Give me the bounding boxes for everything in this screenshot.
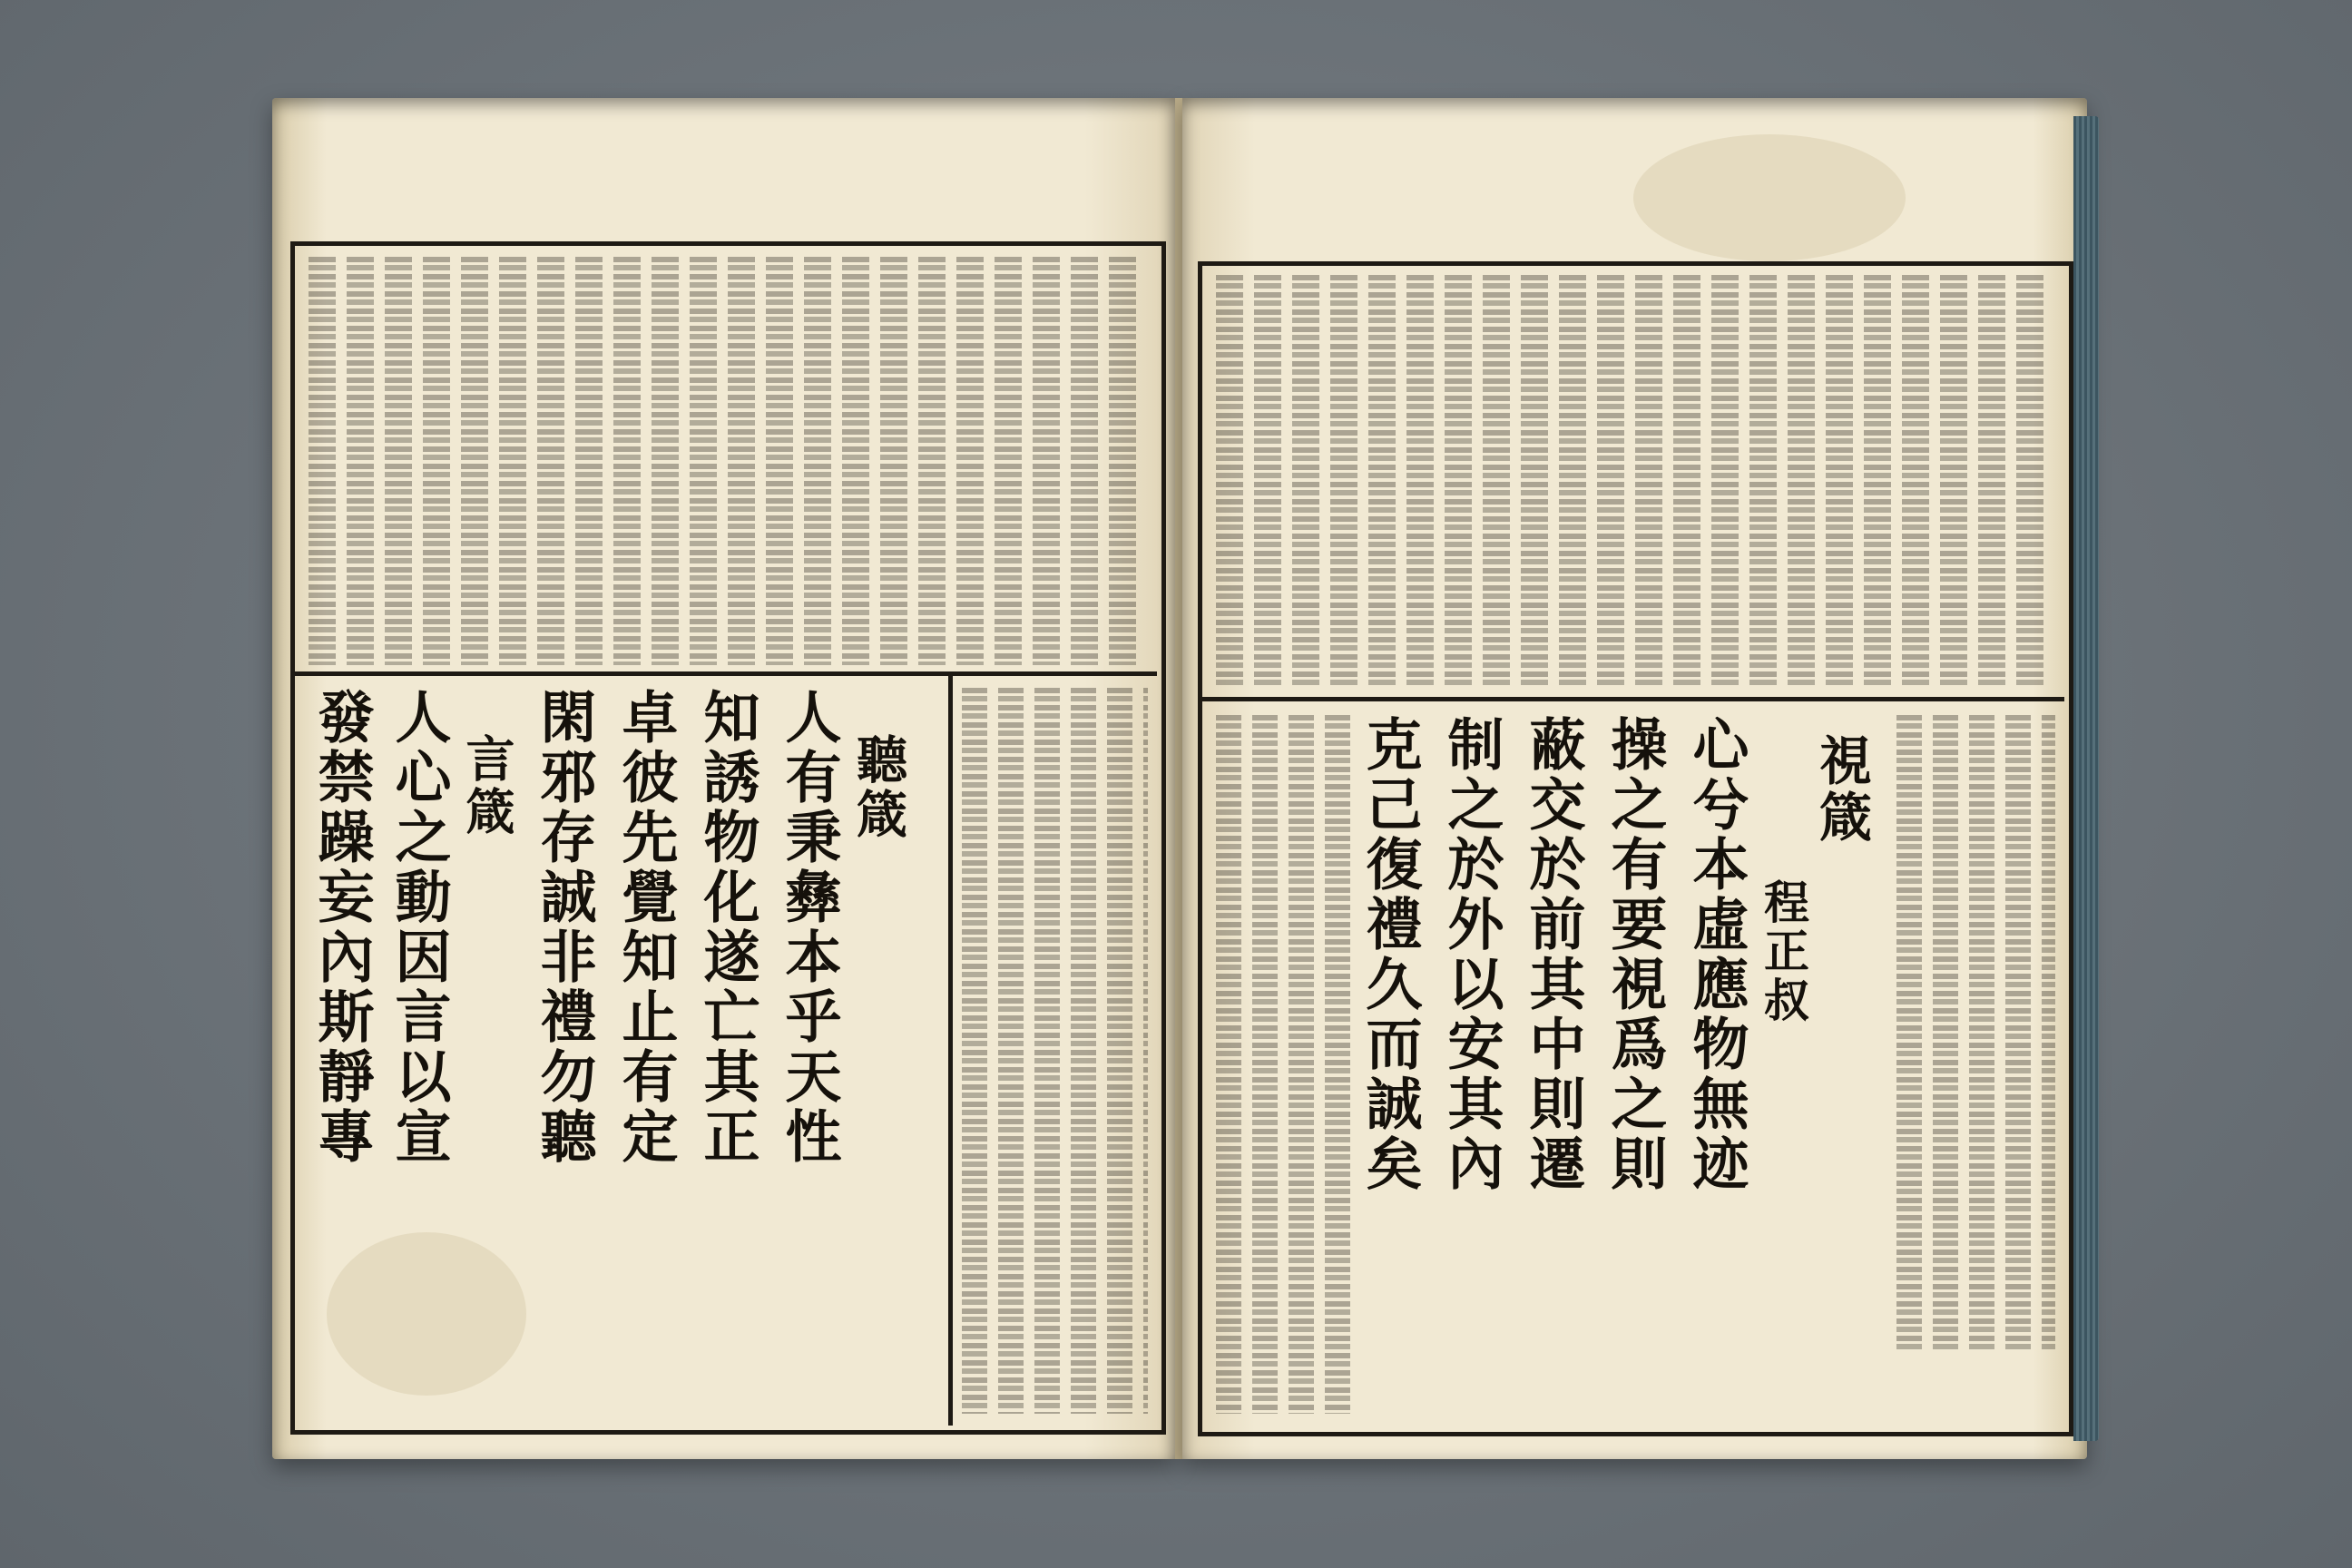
- commentary-block: [962, 688, 1148, 1414]
- main-text-line: 人有秉彝本乎天性: [776, 688, 842, 1167]
- main-text-line: 人心之動因言以宣: [386, 688, 452, 1167]
- commentary-block: [1216, 715, 1352, 1414]
- commentary-block: [1216, 275, 2046, 688]
- heading-listen: 聽箴: [848, 733, 908, 842]
- heading-speech: 言箴: [458, 733, 516, 838]
- main-text-line: 操之有要視爲之則: [1602, 715, 1668, 1194]
- book-spine: [1175, 98, 1182, 1459]
- author-name: 程正叔: [1757, 878, 1810, 1025]
- paper-stain: [1633, 134, 1906, 261]
- left-commentary-rule: [948, 671, 953, 1426]
- right-divider: [1198, 697, 2064, 701]
- open-book: [272, 98, 2087, 1459]
- commentary-block: [309, 257, 1139, 665]
- main-text-line: 制之於外以安其內: [1438, 715, 1504, 1194]
- main-text-line: 閑邪存誠非禮勿聽: [531, 688, 597, 1167]
- commentary-block: [1896, 715, 2055, 1350]
- heading-sight: 視箴: [1810, 733, 1872, 846]
- main-text-line: 蔽交於前其中則遷: [1520, 715, 1586, 1194]
- book-edge: [2073, 116, 2099, 1441]
- main-text-line: 克己復禮久而誠矣: [1357, 715, 1423, 1194]
- main-text-line: 發禁躁妄內斯靜專: [309, 688, 375, 1167]
- main-text-line: 知誘物化遂亡其正: [694, 688, 760, 1167]
- main-text-line: 心兮本虛應物無迹: [1683, 715, 1749, 1194]
- main-text-line: 卓彼先覺知止有定: [612, 688, 679, 1167]
- left-divider: [290, 671, 1157, 676]
